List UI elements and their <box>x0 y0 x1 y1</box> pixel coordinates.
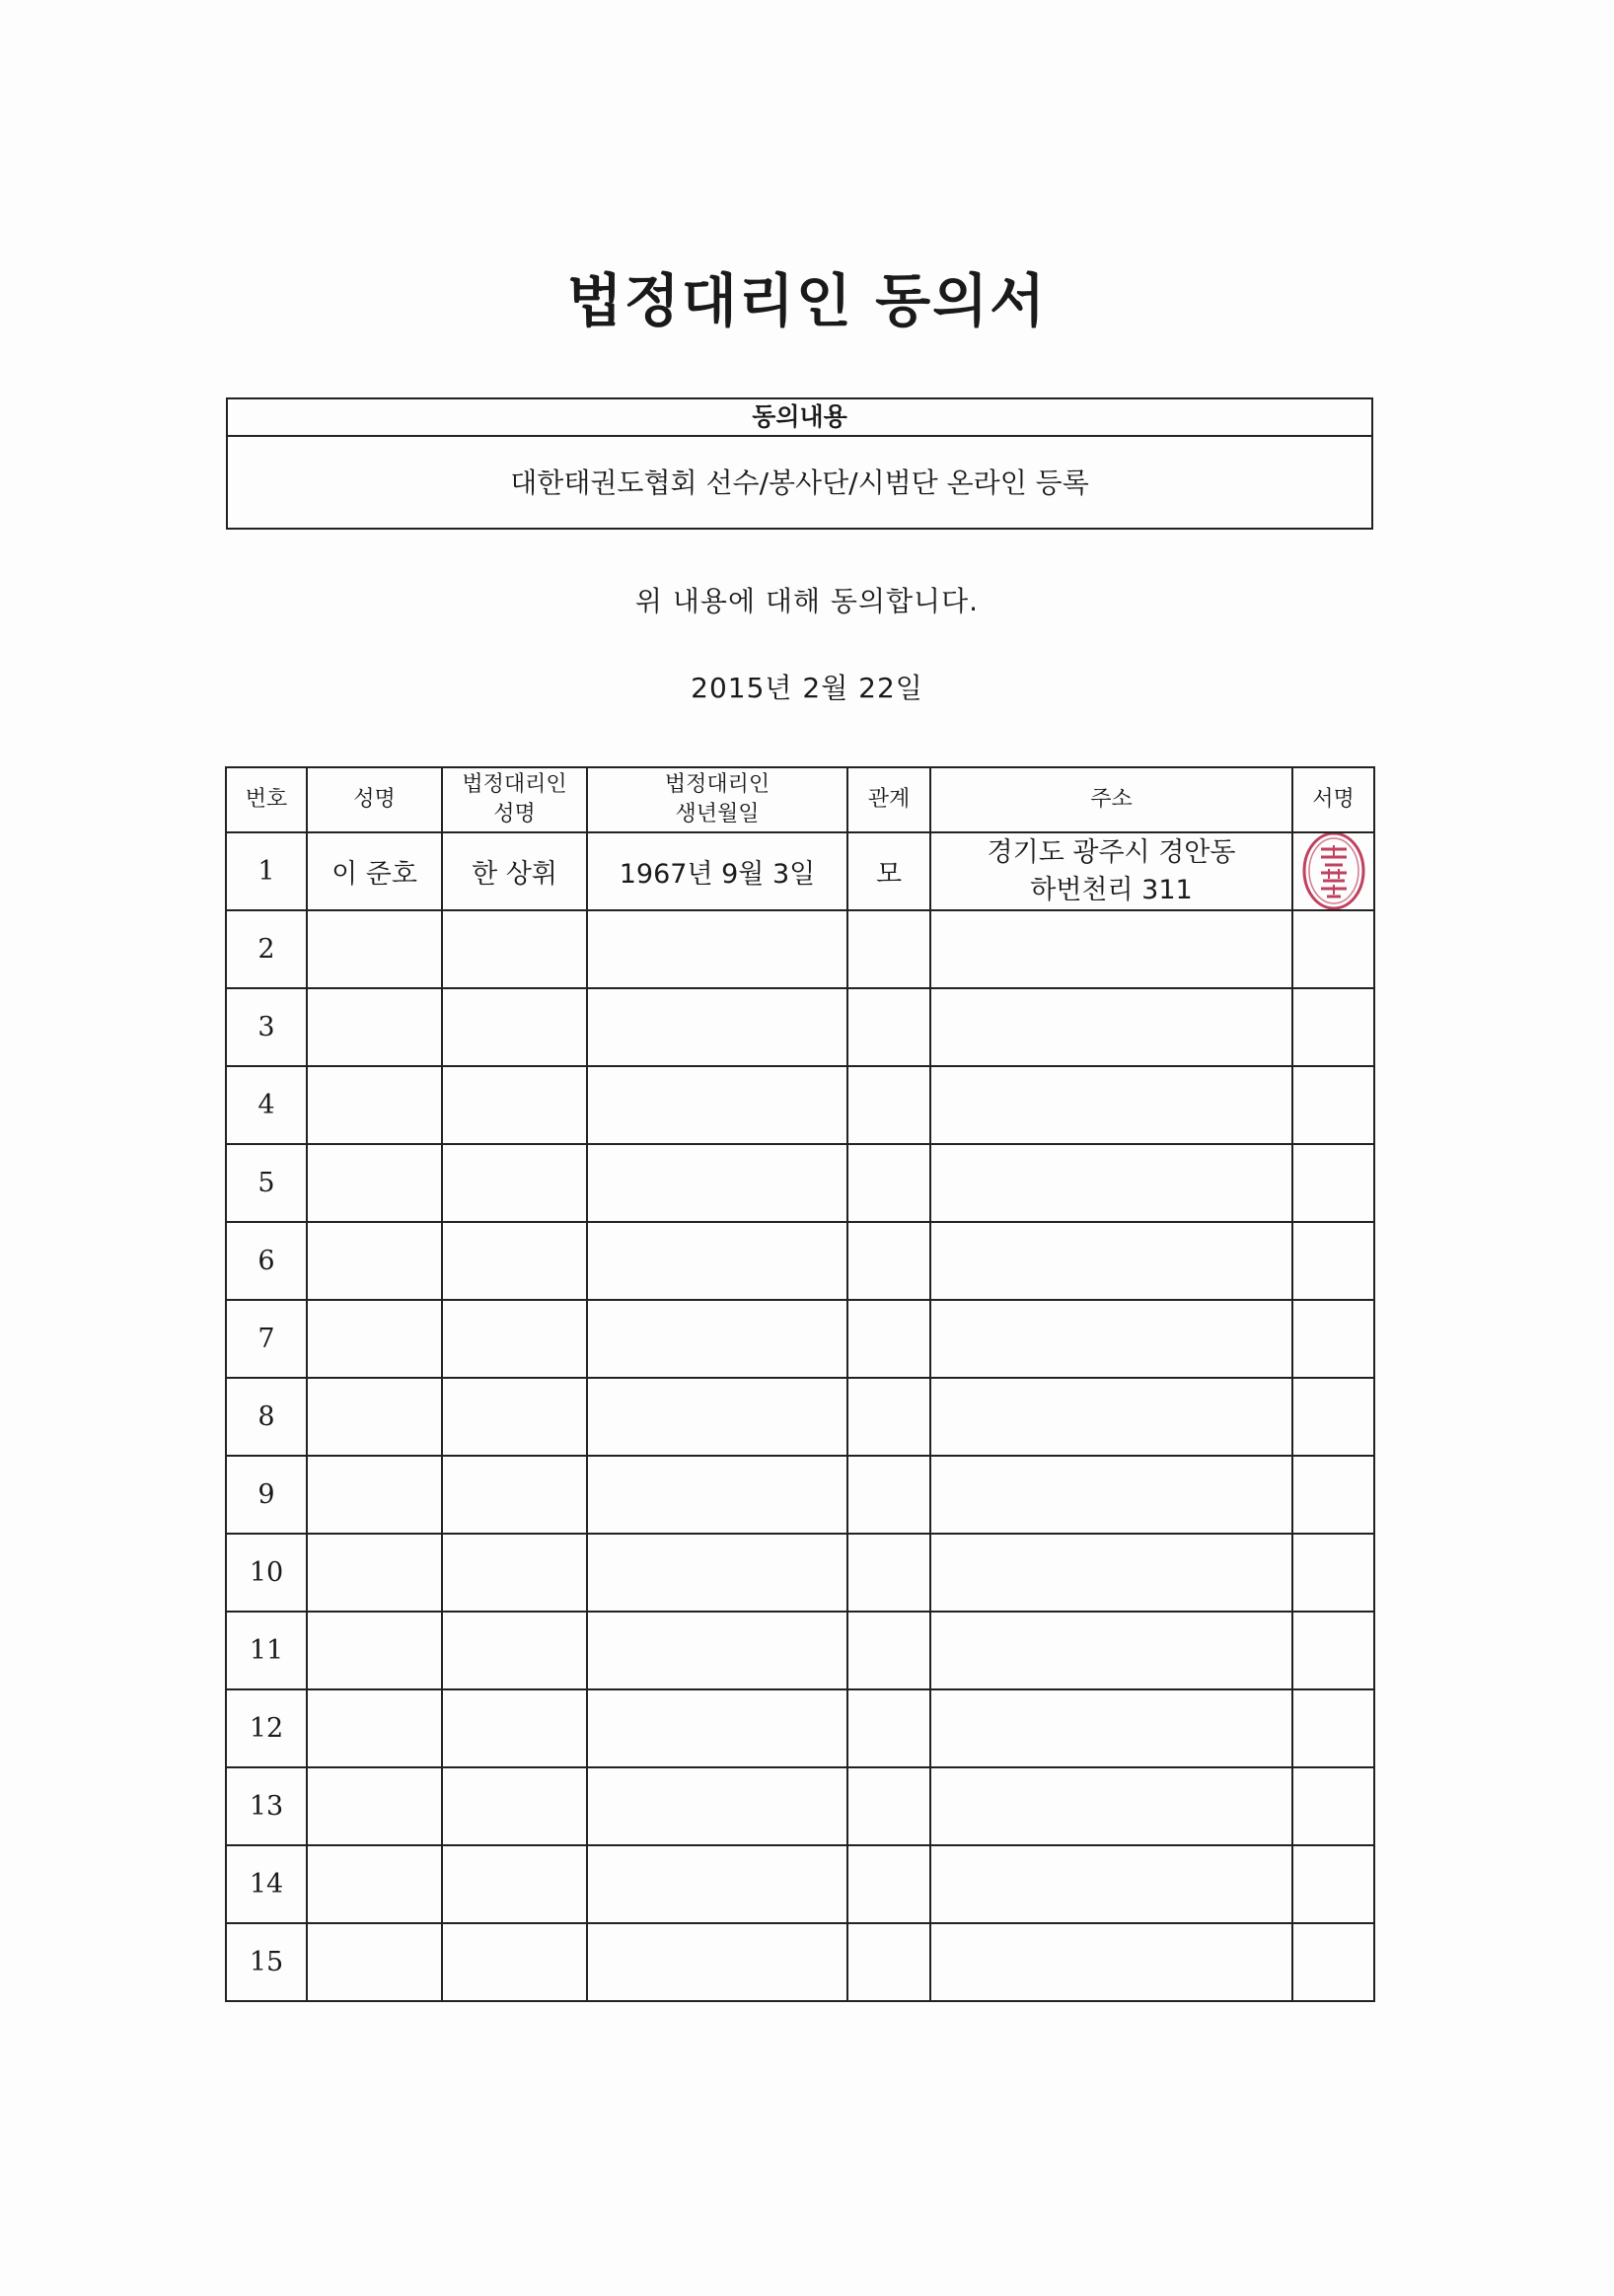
row-number: 6 <box>226 1222 307 1300</box>
consent-content: 대한태권도협회 선수/봉사단/시범단 온라인 등록 <box>510 466 1089 499</box>
table-row <box>226 1066 1374 1144</box>
row-number: 14 <box>226 1845 307 1923</box>
registration-table <box>225 766 1375 2002</box>
row-number: 4 <box>226 1066 307 1144</box>
row-number: 7 <box>226 1300 307 1378</box>
table-row <box>226 832 1374 910</box>
consent-box <box>226 397 1373 530</box>
table-row <box>226 1767 1374 1845</box>
header-guardian-birth-line2: 생년월일 <box>675 802 760 826</box>
document-title: 법정대리인 동의서 <box>566 267 1048 334</box>
header-relation: 관계 <box>847 767 930 832</box>
table-row <box>226 1144 1374 1222</box>
table-row <box>226 1845 1374 1923</box>
seal-stamp-icon <box>1299 832 1368 910</box>
row-number: 3 <box>226 988 307 1066</box>
header-address: 주소 <box>930 767 1292 832</box>
row-signature <box>1292 832 1374 910</box>
row-number: 15 <box>226 1923 307 2001</box>
row-number: 2 <box>226 910 307 988</box>
table-row <box>226 1222 1374 1300</box>
table-row <box>226 1378 1374 1456</box>
agreement-date: 2015년 2월 22일 <box>691 672 923 704</box>
header-name: 성명 <box>307 767 442 832</box>
row-number: 5 <box>226 1144 307 1222</box>
row-address-line2: 하번천리 311 <box>1030 874 1193 905</box>
row-number: 12 <box>226 1689 307 1767</box>
header-guardian-birth-line1: 법정대리인 <box>664 772 770 797</box>
table-row <box>226 1300 1374 1378</box>
header-number: 번호 <box>226 767 307 832</box>
row-number: 13 <box>226 1767 307 1845</box>
table-row <box>226 910 1374 988</box>
table-row <box>226 1923 1374 2001</box>
table-row <box>226 1689 1374 1767</box>
row-number: 10 <box>226 1534 307 1612</box>
header-guardian-name-line1: 법정대리인 <box>462 772 567 797</box>
table-row <box>226 1534 1374 1612</box>
row-name: 이 준호 <box>307 832 442 910</box>
table-header-row <box>226 767 1374 832</box>
table-row <box>226 1612 1374 1689</box>
header-guardian-name-line2: 성명 <box>493 802 536 826</box>
row-number: 1 <box>226 832 307 910</box>
header-signature: 서명 <box>1292 767 1374 832</box>
header-guardian-name <box>442 767 587 832</box>
row-number: 9 <box>226 1456 307 1534</box>
row-guardian-name: 한 상휘 <box>442 832 587 910</box>
consent-header: 동의내용 <box>228 399 1371 437</box>
row-number: 8 <box>226 1378 307 1456</box>
row-address-line1: 경기도 광주시 경안동 <box>987 836 1236 868</box>
row-relation: 모 <box>847 832 930 910</box>
table-row <box>226 1456 1374 1534</box>
row-number: 11 <box>226 1612 307 1689</box>
table-row <box>226 988 1374 1066</box>
agreement-statement: 위 내용에 대해 동의합니다. <box>634 585 980 617</box>
row-address <box>930 832 1292 910</box>
row-guardian-birth: 1967년 9월 3일 <box>587 832 847 910</box>
header-guardian-birth <box>587 767 847 832</box>
